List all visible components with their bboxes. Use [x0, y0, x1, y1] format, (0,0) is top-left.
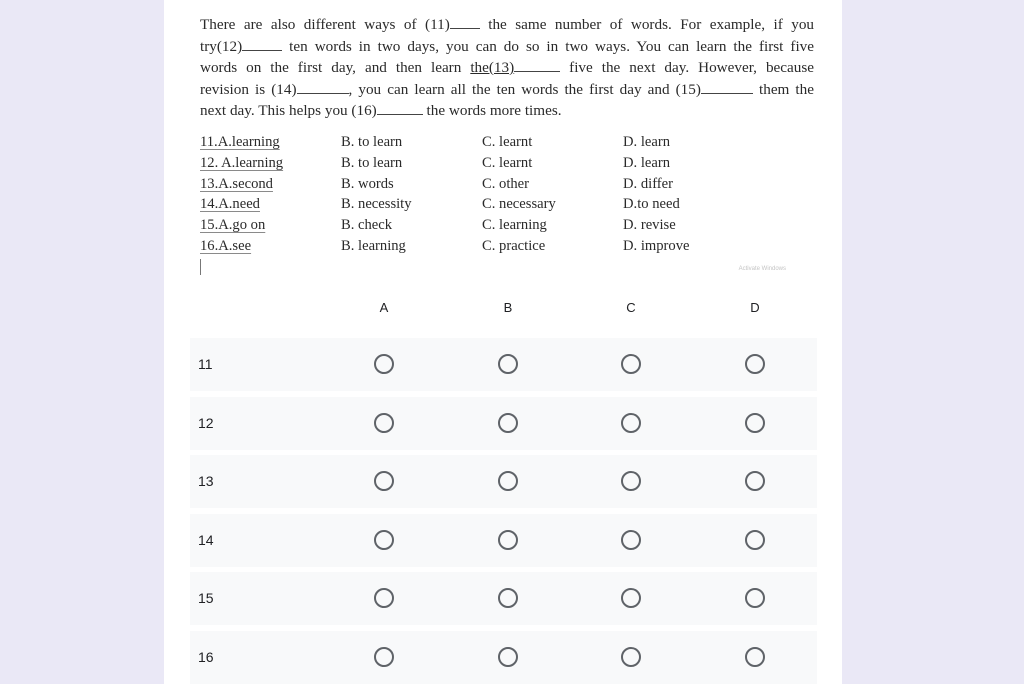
- radio-16-c[interactable]: [621, 647, 641, 667]
- passage: [200, 14, 814, 122]
- option-d: D.to need: [623, 196, 680, 213]
- option-a: 16.A.see: [200, 237, 252, 254]
- option-c: C. necessary: [482, 196, 556, 213]
- passage-line: next day. This helps you (16) the words more times.: [200, 102, 562, 119]
- option-c: C. learning: [482, 217, 547, 234]
- row-label: 16: [198, 649, 214, 665]
- passage-line: revision is (14) , you can learn all the ten words the first day and (15) them the: [200, 80, 814, 98]
- option-a: 12. A.learning: [200, 154, 284, 171]
- option-a: 14.A.need: [200, 196, 260, 213]
- blank-14: [297, 80, 349, 94]
- option-a: 11.A.learning: [200, 134, 280, 150]
- option-c: C. other: [482, 175, 530, 192]
- radio-13-d[interactable]: [745, 471, 765, 491]
- column-header-d: D: [750, 300, 760, 315]
- radio-15-c[interactable]: [621, 588, 641, 608]
- row-label: 12: [198, 415, 214, 431]
- radio-12-a[interactable]: [374, 413, 394, 433]
- blank-13: [514, 58, 560, 72]
- row-label: 14: [198, 532, 214, 548]
- radio-16-a[interactable]: [374, 647, 394, 667]
- grid-row-16: [190, 631, 817, 684]
- radio-16-d[interactable]: [745, 647, 765, 667]
- option-c: C. practice: [482, 237, 546, 254]
- option-d: D. improve: [623, 237, 690, 254]
- option-d: D. learn: [623, 154, 671, 171]
- radio-16-b[interactable]: [498, 647, 518, 667]
- radio-13-c[interactable]: [621, 471, 641, 491]
- form-card: [164, 0, 842, 684]
- column-header-b: B: [503, 300, 513, 315]
- option-row: [200, 155, 720, 176]
- grid-column-headers: [190, 300, 817, 322]
- radio-12-b[interactable]: [498, 413, 518, 433]
- blank-11: [450, 15, 480, 29]
- options-list: [200, 134, 720, 259]
- radio-12-d[interactable]: [745, 413, 765, 433]
- radio-11-d[interactable]: [745, 354, 765, 374]
- column-header-c: C: [626, 300, 636, 315]
- row-label: 13: [198, 473, 214, 489]
- option-a: 13.A.second: [200, 175, 273, 192]
- option-b: B. to learn: [341, 154, 403, 171]
- radio-13-a[interactable]: [374, 471, 394, 491]
- option-row: [200, 217, 720, 238]
- grid-row-12: [190, 397, 817, 450]
- option-row: [200, 196, 720, 217]
- radio-14-d[interactable]: [745, 530, 765, 550]
- option-row: [200, 176, 720, 197]
- radio-14-a[interactable]: [374, 530, 394, 550]
- option-d: D. learn: [623, 134, 671, 150]
- option-d: D. differ: [623, 175, 673, 192]
- radio-14-c[interactable]: [621, 530, 641, 550]
- blank-16: [377, 101, 423, 115]
- radio-15-b[interactable]: [498, 588, 518, 608]
- option-b: B. words: [341, 175, 394, 192]
- radio-15-d[interactable]: [745, 588, 765, 608]
- radio-15-a[interactable]: [374, 588, 394, 608]
- radio-14-b[interactable]: [498, 530, 518, 550]
- option-d: D. revise: [623, 217, 676, 234]
- text-cursor: [200, 259, 201, 275]
- grid-row-15: [190, 572, 817, 625]
- radio-11-c[interactable]: [621, 354, 641, 374]
- passage-line: There are also different ways of (11) the same number of words. For example, if you: [200, 16, 815, 33]
- column-header-a: A: [379, 300, 389, 315]
- option-a: 15.A.go on: [200, 217, 266, 234]
- grid-row-14: [190, 514, 817, 567]
- row-label: 15: [198, 590, 214, 606]
- radio-11-b[interactable]: [498, 354, 518, 374]
- radio-13-b[interactable]: [498, 471, 518, 491]
- option-row: [200, 238, 720, 259]
- grid-row-13: [190, 455, 817, 508]
- question-image: [200, 14, 814, 276]
- option-b: B. learning: [341, 237, 406, 254]
- blank-12: [242, 37, 282, 51]
- passage-line: try(12) ten words in two days, you can do so in two ways. You can learn the first five: [200, 37, 814, 55]
- row-label: 11: [198, 356, 213, 372]
- passage-line: words on the first day, and then learn the(13) five the next day. However, because: [200, 59, 815, 76]
- option-c: C. learnt: [482, 134, 533, 150]
- radio-12-c[interactable]: [621, 413, 641, 433]
- blank-15: [701, 80, 753, 94]
- option-c: C. learnt: [482, 154, 533, 171]
- radio-11-a[interactable]: [374, 354, 394, 374]
- option-b: B. necessity: [341, 196, 412, 213]
- option-b: B. check: [341, 217, 393, 234]
- activate-windows-watermark: Activate Windows: [738, 266, 786, 272]
- option-row: [200, 134, 720, 155]
- option-b: B. to learn: [341, 134, 403, 150]
- grid-row-11: [190, 338, 817, 391]
